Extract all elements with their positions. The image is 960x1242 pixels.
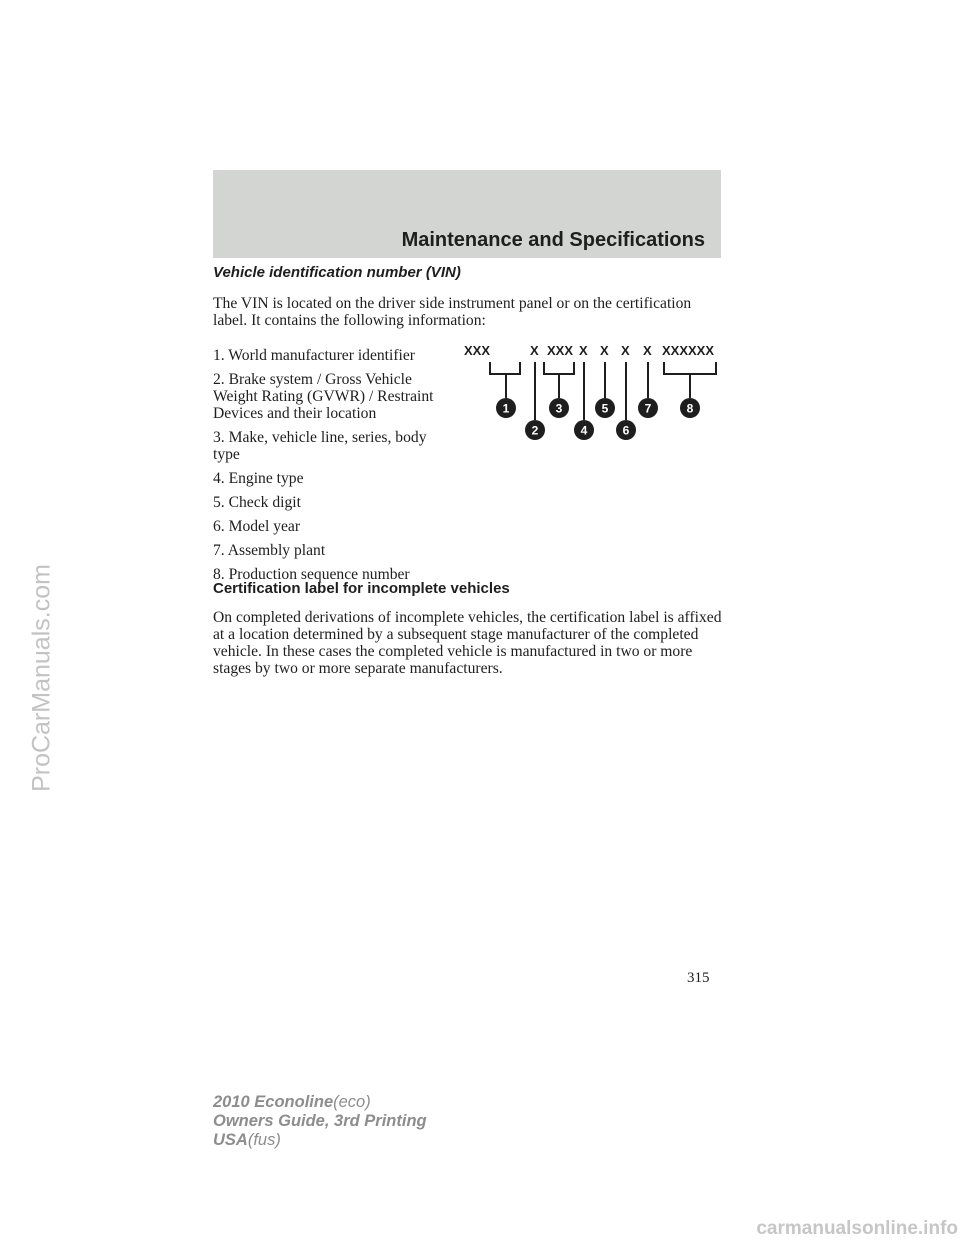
vin-callouts [496, 398, 700, 440]
footer-line-region [213, 1131, 427, 1150]
bottom-watermark: carmanualsonline.info [756, 1218, 958, 1239]
vin-heading: Vehicle identification number (VIN) [213, 264, 461, 281]
connector-1 [490, 362, 520, 398]
certification-paragraph: On completed derivations of incomplete vehicles, the certification label is affixed at a location determined by a subsequent stage manufacturer of the completed vehicle. In these cases the completed vehicle is manufactured in two or more stages by two or more separate manufacturers. [213, 609, 722, 677]
vin-group-text: X [621, 343, 630, 358]
list-item: 8. Production sequence number [213, 566, 410, 583]
list-item: 7. Assembly plant [213, 542, 326, 559]
vin-group-text: X [600, 343, 609, 358]
section-header-band [213, 170, 721, 258]
callout-number: 4 [580, 423, 588, 438]
vin-group-text: X [579, 343, 588, 358]
vin-group-text: XXX [547, 343, 574, 358]
list-item: 3. Make, vehicle line, series, body type [213, 429, 427, 463]
footer-line-model [213, 1093, 427, 1112]
vin-group-text: XXX [464, 343, 491, 358]
footer-model: 2010 Econoline [213, 1093, 334, 1111]
footer-printing: Owners Guide, 3rd Printing [213, 1112, 427, 1130]
vin-group-text: XXXXXX [662, 343, 715, 358]
callout-number: 2 [531, 423, 539, 438]
list-item: 5. Check digit [213, 494, 301, 511]
callout-number: 3 [555, 401, 563, 416]
certification-heading: Certification label for incomplete vehicles [213, 580, 510, 597]
connector-3 [544, 362, 574, 398]
callout-number: 1 [502, 401, 510, 416]
vin-group-text: X [643, 343, 652, 358]
footer-region-code: (fus) [247, 1131, 281, 1149]
callout-number: 5 [601, 401, 609, 416]
page-number: 315 [687, 970, 710, 986]
callout-number: 6 [622, 423, 630, 438]
vin-intro-paragraph: The VIN is located on the driver side instrument panel or on the certification label. It contains the following information: [213, 295, 692, 329]
list-item: 1. World manufacturer identifier [213, 347, 415, 364]
footer-region: USA [213, 1131, 248, 1149]
section-title: Maintenance and Specifications [401, 229, 705, 251]
vin-group-text: X [530, 343, 539, 358]
footer [213, 1093, 427, 1150]
connector-8 [664, 362, 716, 398]
side-watermark: ProCarManuals.com [27, 564, 56, 792]
list-item: 6. Model year [213, 518, 301, 535]
vin-diagram [458, 338, 728, 448]
callout-number: 7 [644, 401, 652, 416]
list-item: 2. Brake system / Gross Vehicle Weight Rating (GVWR) / Restraint Devices and their location [213, 371, 434, 422]
vin-info-list [213, 347, 453, 590]
callout-number: 8 [686, 401, 694, 416]
footer-model-code: (eco) [333, 1093, 371, 1111]
list-item: 4. Engine type [213, 470, 304, 487]
